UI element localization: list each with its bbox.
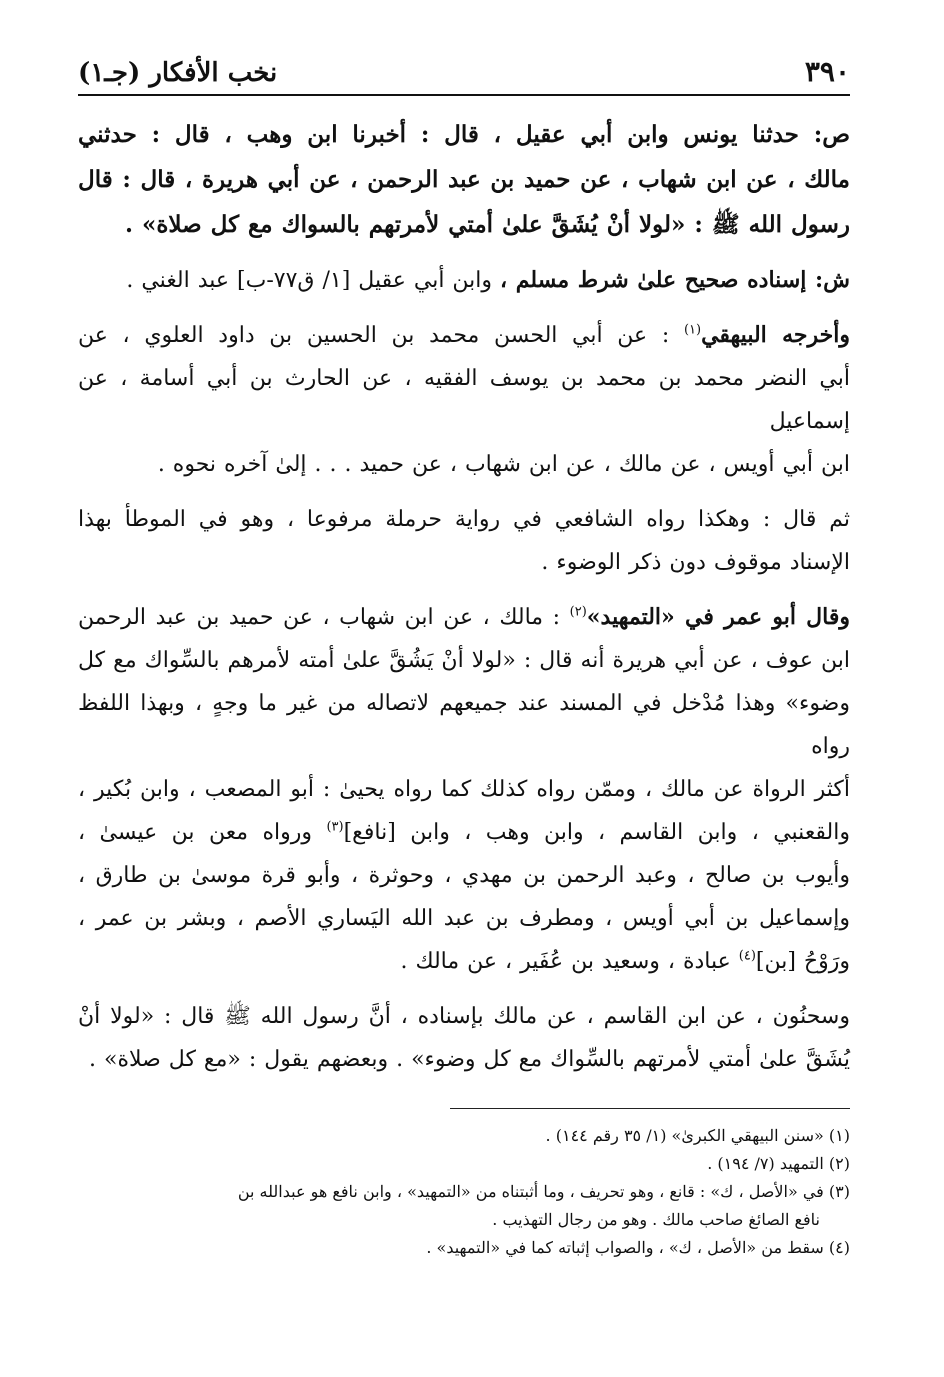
text-line: ص: حدثنا يونس وابن أبي عقيل ، قال : أخبرنا ابن وهب ، قال : حدثني (78, 121, 850, 148)
text-line: وإسماعيل بن أبي أويس ، ومطرف بن عبد الله اليَساري الأصم ، وبشر بن عمر ، (78, 906, 850, 931)
text-line: أبي النضر محمد بن محمد بن يوسف الفقيه ، عن الحارث بن أبي أسامة ، عن إسماعيل (78, 366, 850, 434)
text-line: الإسناد موقوف دون ذكر الوضوء . (541, 550, 850, 575)
text-line: وأيوب بن صالح ، وعبد الرحمن بن مهدي ، وحوثرة ، وأبو قرة موسىٰ بن طارق ، (78, 863, 850, 888)
text-line (78, 314, 850, 357)
tamhid-lead: وقال أبو عمر في «التمهيد» (586, 604, 850, 630)
rawh-pre: ورَوْحُ [بن] (755, 949, 850, 974)
page-number: ٣٩٠ (804, 55, 850, 88)
header-rule (78, 94, 850, 96)
bayhaqi-lead: وأخرجه البيهقي (701, 322, 850, 348)
text-line (78, 811, 850, 854)
footnote-ref[interactable]: (٤) (738, 948, 756, 964)
text-line: ثم قال : وهكذا رواه الشافعي في رواية حرملة مرفوعا ، وهو في الموطأ بهذا (78, 507, 850, 532)
bayhaqi-first-rest: : عن أبي الحسن محمد بن الحسين بن داود العلوي ، عن (78, 323, 684, 348)
text-line: وضوء» وهذا مُدْخل في المسند عند جميعهم لاتصاله من غير ما وجهٍ ، وبهذا اللفظ رواه (78, 691, 850, 759)
footnote-item: (١) «سنن البيهقي الكبرىٰ» (١/ ٣٥ رقم ١٤٤) . (545, 1126, 850, 1145)
book-page (78, 44, 850, 1344)
footnote-item: (٤) سقط من «الأصل ، ك» ، والصواب إثباته كما في «التمهيد» . (426, 1238, 850, 1257)
shafii-paragraph (78, 498, 850, 584)
text-line: رسول الله ﷺ : «لولا أنْ يُشَقَّ علىٰ أمتي لأمرتهم بالسواك مع كل صلاة» . (124, 211, 850, 238)
nafi-pre: والقعنبي ، وابن القاسم ، وابن وهب ، وابن [نافع] (343, 820, 850, 845)
footnote-item: (٢) التمهيد (٧/ ١٩٤) . (707, 1154, 850, 1173)
text-line: ابن عوف ، عن أبي هريرة أنه قال : «لولا أنْ يَشُقَّ علىٰ أمته لأمرهم بالسِّواك مع كل (78, 648, 850, 673)
text-line: ابن أبي أويس ، عن مالك ، عن ابن شهاب ، عن حميد . . . إلىٰ آخره نحوه . (157, 452, 850, 477)
text-line: أكثر الرواة عن مالك ، وممّن رواه كذلك كما رواه يحيىٰ : أبو المصعب ، وابن بُكير ، (78, 777, 850, 802)
rawh-post: عبادة ، وسعيد بن عُفَير ، عن مالك . (400, 949, 739, 974)
sahnun-paragraph (78, 995, 850, 1081)
footnote-separator (450, 1108, 850, 1109)
footnote-item: (٣) في «الأصل ، ك» : قانع ، وهو تحريف ، وما أثبتناه من «التمهيد» ، وابن نافع هو عبدالله بن (237, 1182, 850, 1201)
footnote-item: نافع الصائغ صاحب مالك . وهو من رجال التهذيب . (492, 1210, 820, 1229)
running-title: نخب الأفكار (جـ١) (78, 58, 278, 88)
hadith-text-block (78, 112, 850, 247)
footnote-ref[interactable]: (٣) (326, 819, 344, 835)
commentary-lead: ش: إسناده صحيح علىٰ شرط مسلم ، (500, 267, 850, 293)
text-line (78, 940, 850, 983)
text-line: يُشَقَّ علىٰ أمتي لأمرتهم بالسِّواك مع كل وضوء» . وبعضهم يقول : «مع كل صلاة» . (89, 1047, 850, 1072)
footnote-ref[interactable]: (١) (683, 322, 702, 338)
commentary-rest: وابن أبي عقيل [١/ ق٧٧-ب] عبد الغني . (126, 268, 501, 293)
footnotes (78, 1122, 850, 1262)
commentary-isnad (78, 259, 850, 302)
footnote-ref[interactable]: (٢) (569, 604, 587, 620)
page-header (78, 44, 850, 86)
text-line: وسحنُون ، عن ابن القاسم ، عن مالك بإسناده ، أنَّ رسول الله ﷺ قال : «لولا أنْ (78, 1004, 850, 1029)
bayhaqi-paragraph (78, 314, 850, 486)
nafi-post: ورواه معن بن عيسىٰ ، (78, 820, 327, 845)
text-line (78, 259, 850, 302)
text-line (78, 596, 850, 639)
text-line: مالك ، عن ابن شهاب ، عن حميد بن عبد الرحمن ، عن أبي هريرة ، قال : قال (78, 166, 850, 193)
tamhid-first-rest: : مالك ، عن ابن شهاب ، عن حميد بن عبد الرحمن (78, 605, 570, 630)
tamhid-paragraph (78, 596, 850, 983)
